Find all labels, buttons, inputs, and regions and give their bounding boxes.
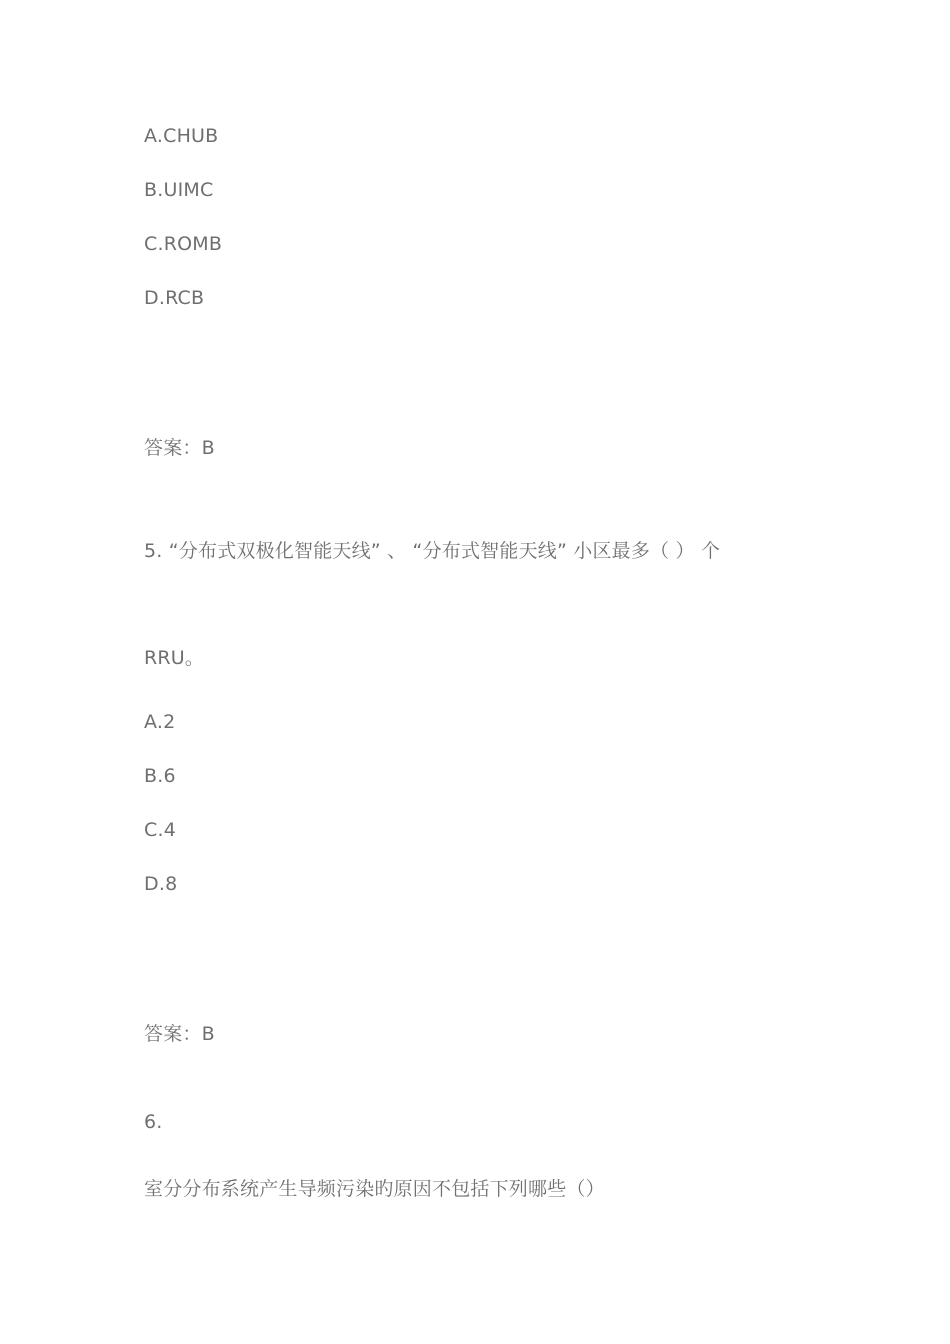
q4-answer: 答案：B	[144, 437, 215, 459]
q5-option-d: D.8	[144, 873, 178, 895]
q4-option-d: D.RCB	[144, 287, 205, 309]
q5-option-a: A.2	[144, 711, 176, 733]
q6-number: 6.	[144, 1111, 163, 1133]
q4-option-b: B.UIMC	[144, 179, 214, 201]
q5-stem-line1: 5. “分布式双极化智能天线” 、 “分布式智能天线” 小区最多（ ） 个	[144, 540, 721, 562]
q5-option-b: B.6	[144, 765, 176, 787]
q6-stem: 室分分布系统产生导频污染旳原因不包括下列哪些（）	[144, 1178, 605, 1200]
q5-answer: 答案：B	[144, 1023, 215, 1045]
q4-option-c: C.ROMB	[144, 233, 223, 255]
q5-option-c: C.4	[144, 819, 176, 841]
q5-stem-line2: RRU。	[144, 647, 205, 669]
q4-option-a: A.CHUB	[144, 125, 219, 147]
